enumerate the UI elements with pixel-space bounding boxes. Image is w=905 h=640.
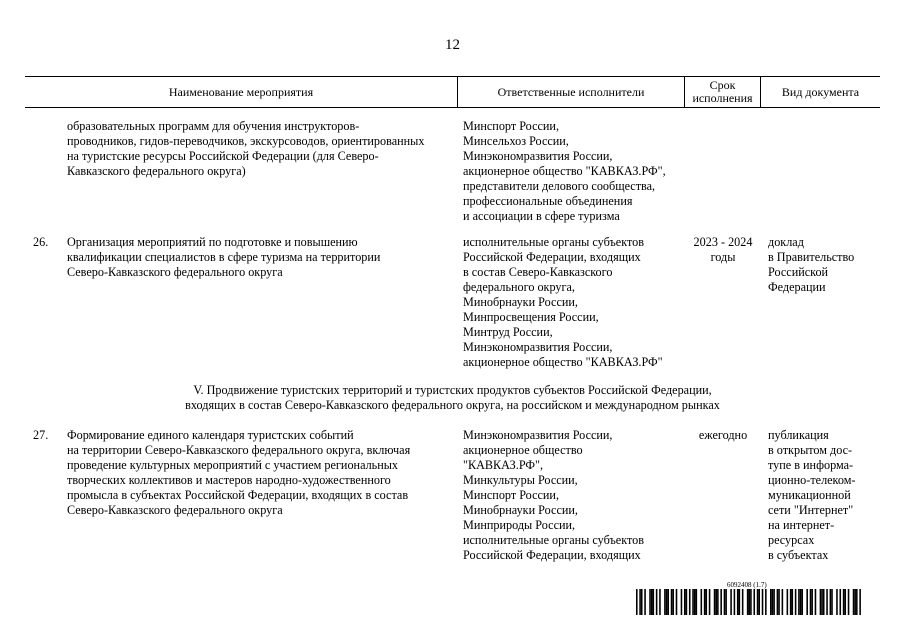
barcode-bar <box>714 589 716 615</box>
barcode-bar <box>830 589 832 615</box>
header-top-rule <box>25 76 880 77</box>
barcode-bar <box>762 589 764 615</box>
barcode-bar <box>715 589 717 615</box>
executors: исполнительные органы субъектов Российской Федерации, входящих в состав Северо-Кавказского федерального округа, Минобрнауки России, Минпросвещения России, Минтруд России, Минэкономразвития России, акционерное общество "КАВКАЗ.РФ" <box>463 235 663 369</box>
barcode-bar <box>798 589 800 615</box>
barcode-bar <box>848 589 850 615</box>
barcode-bar <box>671 589 673 615</box>
barcode-bar <box>704 589 706 615</box>
header-event-name: Наименование мероприятия <box>168 84 314 99</box>
barcode-bar <box>639 589 641 615</box>
document-type: доклад в Правительство Российской Федерации <box>768 235 855 294</box>
barcode-bar <box>787 589 789 615</box>
barcode-bar <box>724 589 726 615</box>
barcode-bar <box>773 589 775 615</box>
barcode-bar <box>684 589 686 615</box>
barcode-bar <box>636 589 638 615</box>
barcode-bar <box>742 589 744 615</box>
barcode-bar <box>750 589 752 615</box>
barcode-bar <box>856 589 858 615</box>
barcode-label: 6092408 (1.7) <box>727 581 767 589</box>
barcode-bar <box>747 589 749 615</box>
event-name-continued: образовательных программ для обучения инструкторов- проводников, гидов-переводчиков, экскурсоводов, ориентированных на туристские ресурсы Российской Федерации (для Северо- Кавказского федерального округа) <box>67 119 425 178</box>
barcode-bar <box>795 589 797 615</box>
barcode-bar <box>777 589 779 615</box>
barcode-bar <box>641 589 643 615</box>
barcode-bar <box>689 589 691 615</box>
barcode-bar <box>831 589 833 615</box>
barcode-bar <box>734 589 736 615</box>
barcode-bar <box>656 589 658 615</box>
barcode-bar <box>772 589 774 615</box>
barcode-bar <box>709 589 711 615</box>
barcode-bar <box>844 589 846 615</box>
barcode-bar <box>672 589 674 615</box>
barcode-bar <box>659 589 661 615</box>
barcode-bar <box>664 589 666 615</box>
barcode-bar <box>717 589 719 615</box>
barcode-bar <box>770 589 772 615</box>
barcode-bar <box>725 589 727 615</box>
barcode-bar <box>782 589 784 615</box>
barcode-bar <box>681 589 683 615</box>
barcode-bar <box>676 589 678 615</box>
barcode-bar <box>758 589 760 615</box>
barcode-bar <box>651 589 653 615</box>
deadline: ежегодно <box>698 428 748 442</box>
barcode-bar <box>686 589 688 615</box>
barcode <box>636 589 861 615</box>
header-bottom-rule <box>25 107 880 108</box>
barcode-bar <box>823 589 825 615</box>
barcode-bar <box>778 589 780 615</box>
barcode-bar <box>821 589 823 615</box>
barcode-bar <box>826 589 828 615</box>
row-number: 26. <box>33 235 49 249</box>
barcode-bar <box>667 589 669 615</box>
barcode-bar <box>753 589 755 615</box>
barcode-bar <box>737 589 739 615</box>
barcode-bar <box>653 589 655 615</box>
barcode-bar <box>815 589 817 615</box>
header-executors: Ответственные исполнители <box>497 84 645 99</box>
barcode-bar <box>644 589 646 615</box>
event-name: Организация мероприятий по подготовке и повышению квалификации специалистов в сфере туризма на территории Северо-Кавказского федерального округа <box>67 235 381 279</box>
barcode-bar <box>854 589 856 615</box>
executors: Минэкономразвития России, акционерное общество "КАВКАЗ.РФ", Минкультуры России, Минспорт России, Минобрнауки России, Минприроды России, исполнительные органы субъектов Российской Федерации, входящих <box>463 428 644 562</box>
barcode-bar <box>649 589 651 615</box>
barcode-bar <box>800 589 802 615</box>
barcode-bar <box>790 589 792 615</box>
deadline: 2023 - 2024 годы <box>693 235 753 264</box>
barcode-bar <box>692 589 694 615</box>
barcode-bar <box>820 589 822 615</box>
barcode-bar <box>739 589 741 615</box>
barcode-bar <box>694 589 696 615</box>
document-type: публикация в открытом дос- тупе в информа- ционно-телеком- муникационной сети "Интернет" на интернет- ресурсах в субъектах <box>768 428 856 562</box>
barcode-bar <box>810 589 812 615</box>
barcode-bar <box>696 589 698 615</box>
barcode-bar <box>701 589 703 615</box>
barcode-bar <box>843 589 845 615</box>
header-deadline: Срок исполнения <box>692 78 753 105</box>
barcode-bar <box>801 589 803 615</box>
barcode-bar <box>836 589 838 615</box>
barcode-bar <box>839 589 841 615</box>
barcode-bar <box>705 589 707 615</box>
section-heading: V. Продвижение туристских территорий и туристских продуктов субъектов Российской Федерации, входящих в состав Северо-Кавказского федерального округа, на российском и международном рынках <box>185 383 720 412</box>
barcode-bar <box>806 589 808 615</box>
executors-continued: Минспорт России, Минсельхоз России, Минэкономразвития России, акционерное общество "КАВКАЗ.РФ", представители делового сообщества, профессиональные объединения и ассоциации в сфере туризма <box>463 119 666 223</box>
barcode-bar <box>792 589 794 615</box>
barcode-bar <box>757 589 759 615</box>
page-number: 12 <box>445 37 460 53</box>
barcode-bar <box>720 589 722 615</box>
barcode-bar <box>811 589 813 615</box>
barcode-bar <box>749 589 751 615</box>
barcode-bar <box>765 589 767 615</box>
event-name: Формирование единого календаря туристских событий на территории Северо-Кавказского федерального округа, включая проведение культурных мероприятий с участием региональных творческих коллективов и мастеров народно-художественного промысла в субъектах Российской Федерации, входящих в состав Северо-Кавказского федерального округа <box>67 428 411 517</box>
barcode-bar <box>853 589 855 615</box>
barcode-bar <box>859 589 861 615</box>
header-document-type: Вид документа <box>781 84 860 99</box>
barcode-bar <box>666 589 668 615</box>
row-number: 27. <box>33 428 49 442</box>
barcode-bar <box>730 589 732 615</box>
